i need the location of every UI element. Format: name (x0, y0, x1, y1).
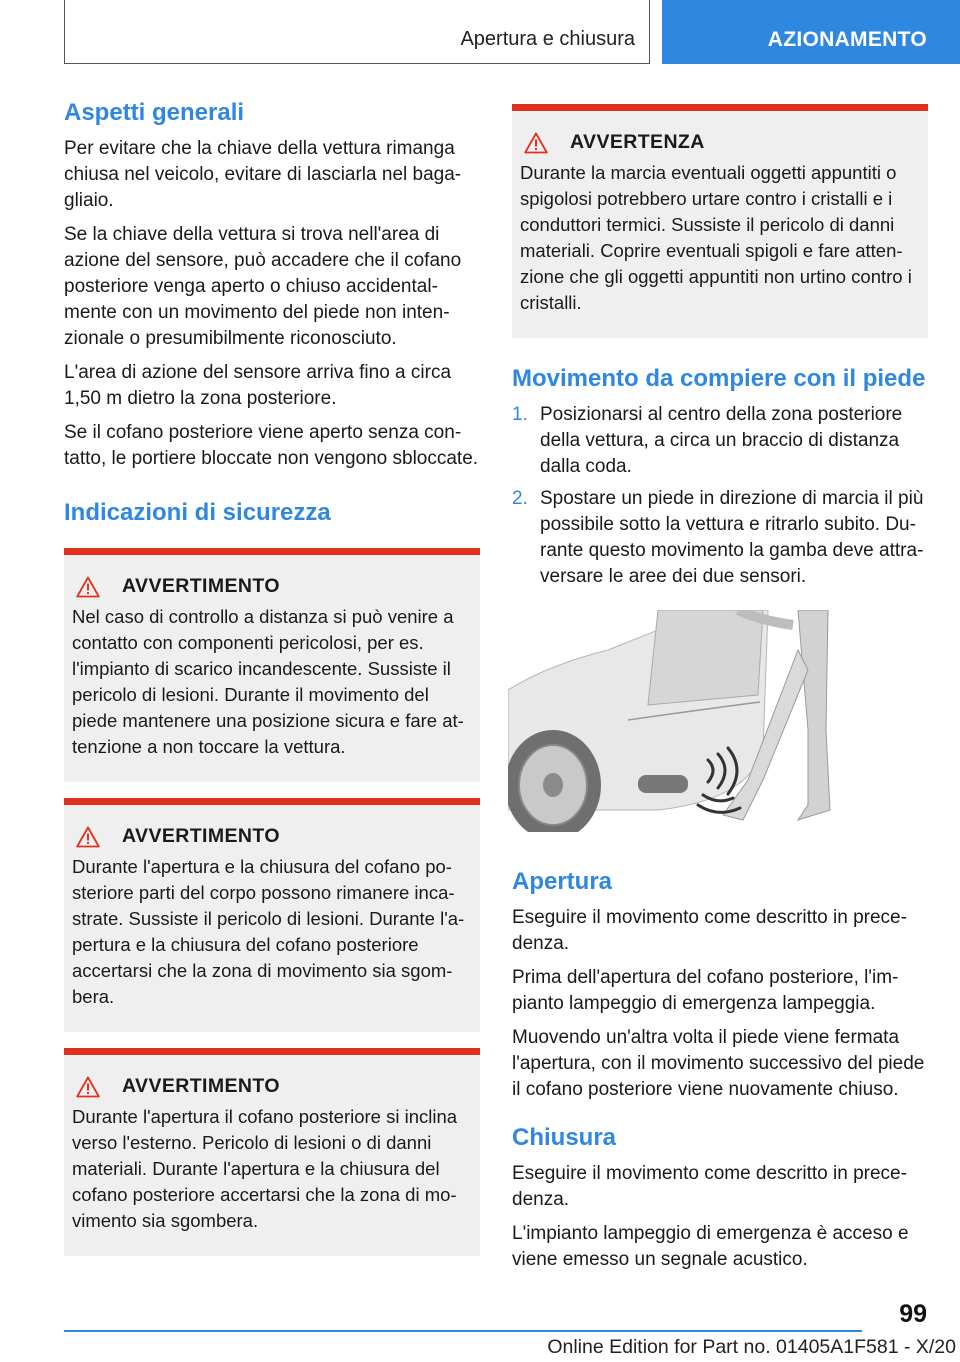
footer-divider (64, 1330, 862, 1332)
step-number: 2. (512, 488, 528, 509)
warning-triangle-icon (76, 576, 100, 598)
warning-title: AVVERTIMENTO (122, 825, 280, 847)
list-item (512, 486, 928, 590)
paragraph: Eseguire il movimento come descritto in precedenza. (512, 907, 907, 954)
heading-movimento-piede: Movimento da compiere con il piede (512, 365, 926, 392)
left-column (64, 98, 480, 1272)
right-column (512, 104, 928, 1281)
paragraph: Eseguire il movimento come descritto in precedenza. (512, 1163, 907, 1210)
paragraph: Per evitare che la chiave della vettura rimanga chiusa nel veicolo, evitare di lasciarla nel bagagliaio. (64, 138, 462, 211)
warning-title: AVVERTIMENTO (122, 1075, 280, 1097)
heading-chiusura: Chiusura (512, 1124, 617, 1151)
warning-box (64, 798, 480, 1032)
warning-triangle-icon (76, 826, 100, 848)
header-chapter-title: AZIONAMENTO (767, 28, 927, 51)
header-section-title: Apertura e chiusura (460, 28, 635, 50)
header-section-box (64, 0, 650, 64)
step-text: Spostare un piede in direzione di marcia il più possibile sotto la vettura e ritrarlo subito. Durante questo movimento la gamba deve attraversare le aree dei due sensori. (540, 488, 924, 587)
warning-text: Durante la marcia eventuali oggetti appuntiti o spigolosi potrebbero urtare contro i cristalli e i conduttori termici. Sussiste il pericolo di danni materiali. Coprire eventuali spigoli e fare attenzione che gli oggetti appuntiti non urtino contro i cristalli. (520, 162, 912, 313)
foot-gesture-illustration (508, 610, 848, 832)
warning-text: Nel caso di controllo a distanza si può venire a contatto con componenti pericolosi, per es. l'impianto di scarico incandescente. Sussiste il pericolo di lesioni. Durante il movimento del piede mantenere una posizione sicura e fare attenzione a non toccare la vettura. (72, 606, 464, 757)
warning-title: AVVERTIMENTO (122, 575, 280, 597)
warning-box (512, 104, 928, 338)
heading-aspetti-generali: Aspetti generali (64, 99, 245, 126)
heading-indicazioni-sicurezza: Indicazioni di sicurezza (64, 499, 331, 526)
paragraph: Muovendo un'altra volta il piede viene fermata l'apertura, con il movimento successivo del piede il cofano posteriore viene nuovamente chiuso. (512, 1027, 925, 1100)
header-chapter-tab (662, 0, 960, 64)
paragraph: Se il cofano posteriore viene aperto senza contatto, le portiere bloccate non vengono sbloccate. (64, 422, 479, 469)
step-text: Posizionarsi al centro della zona posteriore della vettura, a circa un braccio di distanza dalla coda. (540, 404, 903, 477)
page-number: 99 (899, 1300, 927, 1328)
warning-triangle-icon (76, 1076, 100, 1098)
paragraph: L'area di azione del sensore arriva fino a circa 1,50 m dietro la zona posteriore. (64, 362, 452, 409)
warning-title: AVVERTENZA (570, 131, 705, 153)
paragraph: Prima dell'apertura del cofano posteriore, l'impianto lampeggio di emergenza lampeggia. (512, 967, 899, 1014)
warning-box (64, 548, 480, 782)
step-number: 1. (512, 404, 528, 425)
paragraph: Se la chiave della vettura si trova nell'area di azione del sensore, può accadere che il cofano posteriore venga aperto o chiuso accidentalmente con un movimento del piede non intenzionale o presumibilmente riconosciuto. (64, 224, 462, 349)
footer-edition: Online Edition for Part no. 01405A1F581 - X/20 (547, 1336, 956, 1358)
list-item (512, 402, 928, 480)
paragraph: L'impianto lampeggio di emergenza è acceso e viene emesso un segnale acustico. (512, 1223, 909, 1270)
warning-text: Durante l'apertura il cofano posteriore si inclina verso l'esterno. Pericolo di lesioni o di danni materiali. Durante l'apertura e la chiusura del cofano posteriore accertarsi che la zona di movimento sia sgombera. (72, 1106, 458, 1231)
steps-list (512, 402, 928, 590)
warning-box (64, 1048, 480, 1256)
warning-triangle-icon (524, 132, 548, 154)
heading-apertura: Apertura (512, 868, 613, 895)
warning-text: Durante l'apertura e la chiusura del cofano posteriore parti del corpo possono rimanere incastrate. Sussiste il pericolo di lesioni. Durante l'apertura e la chiusura del cofano posteriore accertarsi che la zona di movimento sia sgombera. (72, 856, 465, 1007)
